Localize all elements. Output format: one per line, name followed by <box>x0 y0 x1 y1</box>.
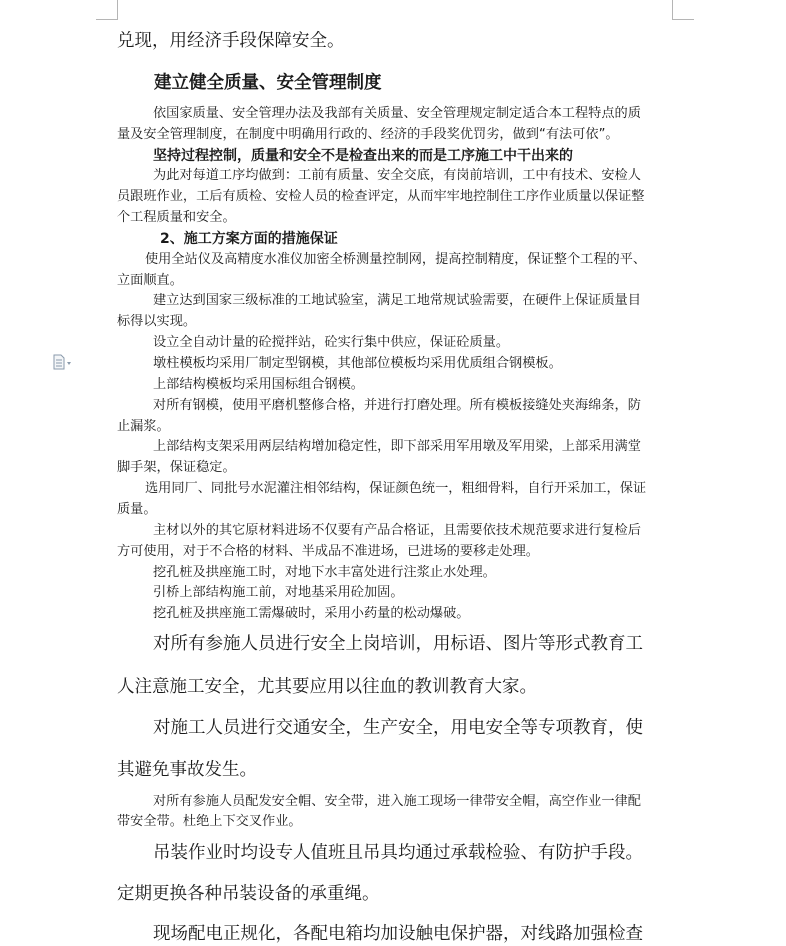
text-line: 兑现，用经济手段保障安全。 <box>117 31 345 51</box>
text-line: 上部结构模板均采用国标组合钢模。 <box>153 377 364 392</box>
text-line: 量及安全管理制度，在制度中明确用行政的、经济的手段奖优罚劣，做到“有法可依”。 <box>117 127 619 142</box>
text-line: 员跟班作业，工后有质检、安检人员的检查评定，从而牢牢地控制住工序作业质量以保证整 <box>117 189 645 204</box>
text-line: 引桥上部结构施工前，对地基采用砼加固。 <box>153 585 404 600</box>
crop-mark-right-vertical <box>672 0 673 20</box>
section-heading: 2、施工方案方面的措施保证 <box>160 231 338 247</box>
text-line: 脚手架，保证稳定。 <box>117 460 236 475</box>
text-line: 现场配电正规化，各配电箱均加设触电保护器，对线路加强检查 <box>153 924 643 944</box>
text-line: 对所有钢模，使用平磨机整修合格，并进行打磨处理。所有模板接缝处夹海绵条，防 <box>153 398 641 413</box>
text-line: 方可使用，对于不合格的材料、半成品不准进场，已进场的要移走处理。 <box>117 544 539 559</box>
text-line: 依国家质量、安全管理办法及我部有关质量、安全管理规定制定适合本工程特点的质 <box>153 106 641 121</box>
text-line: 为此对每道工序均做到：工前有质量、安全交底，有岗前培训，工中有技术、安检人 <box>153 168 641 183</box>
text-line: 个工程质量和安全。 <box>117 210 236 225</box>
text-line: 选用同厂、同批号水泥灌注相邻结构，保证颜色统一，粗细骨料，自行开采加工，保证 <box>145 481 647 496</box>
section-heading: 坚持过程控制，质量和安全不是检查出来的而是工序施工中干出来的 <box>153 148 573 164</box>
text-line: 吊装作业时均设专人值班且吊具均通过承载检验、有防护手段。 <box>153 843 643 863</box>
text-line: 墩柱模板均采用厂制定型钢模，其他部位模板均采用优质组合钢模板。 <box>153 356 562 371</box>
text-line: 立面顺直。 <box>117 273 183 288</box>
section-heading: 建立健全质量、安全管理制度 <box>154 73 382 93</box>
text-line: 定期更换各种吊装设备的承重绳。 <box>117 884 380 904</box>
text-line: 使用全站仪及高精度水准仪加密全桥测量控制网，提高控制精度，保证整个工程的平、 <box>145 252 647 267</box>
crop-mark-left-horizontal <box>96 19 118 20</box>
text-line: 挖孔桩及拱座施工时，对地下水丰富处进行注浆止水处理。 <box>153 565 496 580</box>
text-line: 对所有参施人员配发安全帽、安全带，进入施工现场一律带安全帽，高空作业一律配 <box>153 794 641 809</box>
crop-mark-left-vertical <box>117 0 118 20</box>
text-line: 对施工人员进行交通安全，生产安全，用电安全等专项教育，使 <box>153 718 643 738</box>
text-line: 对所有参施人员进行安全上岗培训，用标语、图片等形式教育工 <box>153 634 643 654</box>
text-line: 其避免事故发生。 <box>117 760 257 780</box>
text-line: 止漏浆。 <box>117 419 170 434</box>
crop-mark-right-horizontal <box>672 19 694 20</box>
text-line: 质量。 <box>117 502 157 517</box>
text-line: 标得以实现。 <box>117 314 197 329</box>
text-line: 设立全自动计量的砼搅拌站，砼实行集中供应，保证砼质量。 <box>153 335 510 350</box>
text-line: 人注意施工安全，尤其要应用以往血的教训教育大家。 <box>117 677 537 697</box>
text-line: 主材以外的其它原材料进场不仅要有产品合格证，且需要依技术规范要求进行复检后 <box>153 523 641 538</box>
document-icon[interactable] <box>52 354 74 372</box>
text-line: 带安全带。杜绝上下交叉作业。 <box>117 814 302 829</box>
text-line: 建立达到国家三级标准的工地试验室，满足工地常规试验需要，在硬件上保证质量目 <box>153 293 641 308</box>
text-line: 上部结构支架采用两层结构增加稳定性，即下部采用军用墩及军用梁，上部采用满堂 <box>153 439 641 454</box>
text-line: 挖孔桩及拱座施工需爆破时，采用小药量的松动爆破。 <box>153 606 470 621</box>
